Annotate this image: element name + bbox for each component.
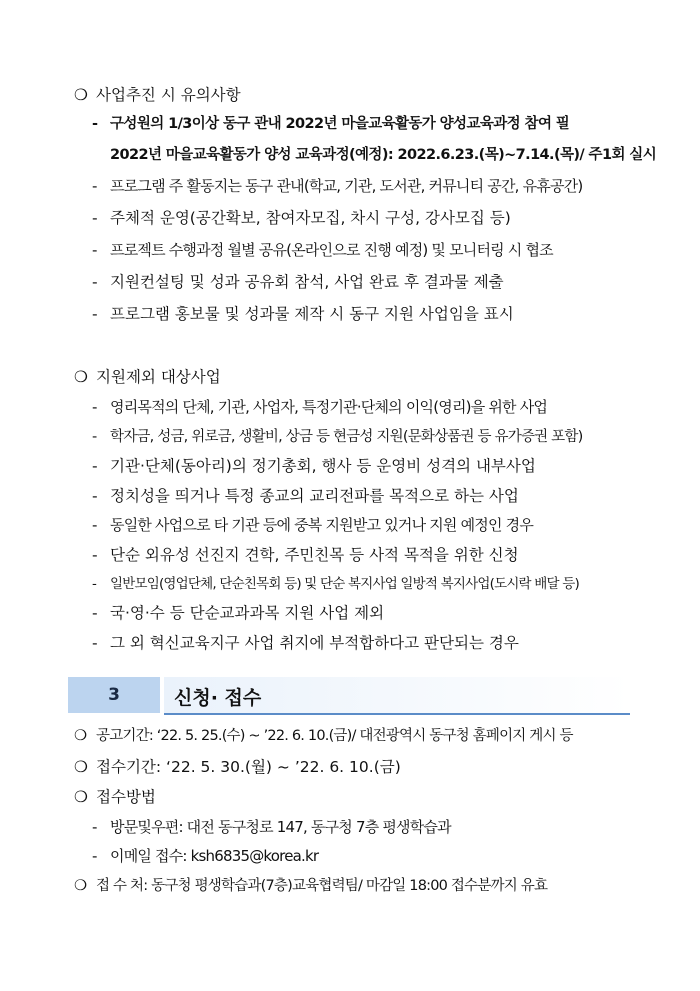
- section-title: 신청· 접수: [174, 687, 262, 709]
- method-visit: - 방문및우편: 대전 동구청로 147, 동구청 7층 평생학습과: [92, 818, 451, 836]
- notice-period: ❍ 공고기간: ‘22. 5. 25.(수) ~ ’22. 6. 10.(금)/ 대전광역시 동구청 홈페이지 게시 등: [74, 728, 573, 744]
- section-title-box: [164, 677, 630, 715]
- note-item: - 프로젝트 수행과정 월별 공유(온라인으로 진행 예정) 및 모니터링 시 협조: [92, 241, 553, 259]
- exclusion-item: - 국·영·수 등 단순교과과목 지원 사업 제외: [92, 604, 385, 622]
- circle-bullet-icon: ❍: [74, 788, 88, 806]
- circle-bullet-icon: ❍: [74, 728, 87, 744]
- exclusion-item: - 일반모임(영업단체, 단순친목회 등) 및 단순 복지사업 일방적 복지사업(도시락 배달 등): [92, 576, 579, 592]
- receipt-office: ❍ 접 수 처: 동구청 평생학습과(7층)교육협력팀/ 마감일 18:00 접수분까지 유효: [74, 878, 548, 894]
- exclusion-item: - 단순 외유성 선진지 견학, 주민친목 등 사적 목적을 위한 신청: [92, 546, 519, 564]
- exclusion-item: - 동일한 사업으로 타 기관 등에 중복 지원받고 있거나 지원 예정인 경우: [92, 516, 534, 534]
- exclusion-item: - 학자금, 성금, 위로금, 생활비, 상금 등 현금성 지원(문화상품권 등 유가증권 포함): [92, 429, 583, 445]
- note-item: - 지원컨설팅 및 성과 공유회 참석, 사업 완료 후 결과물 제출: [92, 273, 504, 291]
- method-email: - 이메일 접수: ksh6835@korea.kr: [92, 847, 319, 865]
- note-item: - 주체적 운영(공간확보, 참여자모집, 차시 구성, 강사모집 등): [92, 209, 511, 227]
- exclusion-item: - 정치성을 띄거나 특정 종교의 교리전파를 목적으로 하는 사업: [92, 487, 519, 505]
- circle-bullet-icon: ❍: [74, 758, 88, 776]
- note-item: - 프로그램 홍보물 및 성과물 제작 시 동구 지원 사업임을 표시: [92, 305, 514, 323]
- note-item: - 프로그램 주 활동지는 동구 관내(학교, 기관, 도서관, 커뮤니티 공간, 유휴공간): [92, 177, 583, 195]
- exclusion-item: - 그 외 혁신교육지구 사업 취지에 부적합하다고 판단되는 경우: [92, 634, 519, 652]
- note-item: 2022년 마을교육활동가 양성 교육과정(예정): 2022.6.23.(목)~7.14.(목)/ 주1회 실시: [110, 147, 657, 163]
- exclusion-item: - 영리목적의 단체, 기관, 사업자, 특정기관·단체의 이익(영리)을 위한 사업: [92, 398, 548, 416]
- method-heading: ❍ 접수방법: [74, 788, 156, 806]
- receipt-period: ❍ 접수기간: ‘22. 5. 30.(월) ~ ’22. 6. 10.(금): [74, 758, 401, 776]
- exclusions-heading: ❍ 지원제외 대상사업: [74, 368, 221, 386]
- exclusion-item: - 기관·단체(동아리)의 정기총회, 행사 등 운영비 성격의 내부사업: [92, 457, 536, 475]
- section-number: 3: [68, 677, 160, 713]
- note-item: - 구성원의 1/3이상 동구 관내 2022년 마을교육활동가 양성교육과정 참여 필: [92, 116, 570, 132]
- circle-bullet-icon: ❍: [74, 368, 88, 386]
- notes-heading: ❍ 사업추진 시 유의사항: [74, 86, 241, 104]
- circle-bullet-icon: ❍: [74, 86, 88, 104]
- circle-bullet-icon: ❍: [74, 878, 87, 894]
- section-header: [68, 677, 630, 713]
